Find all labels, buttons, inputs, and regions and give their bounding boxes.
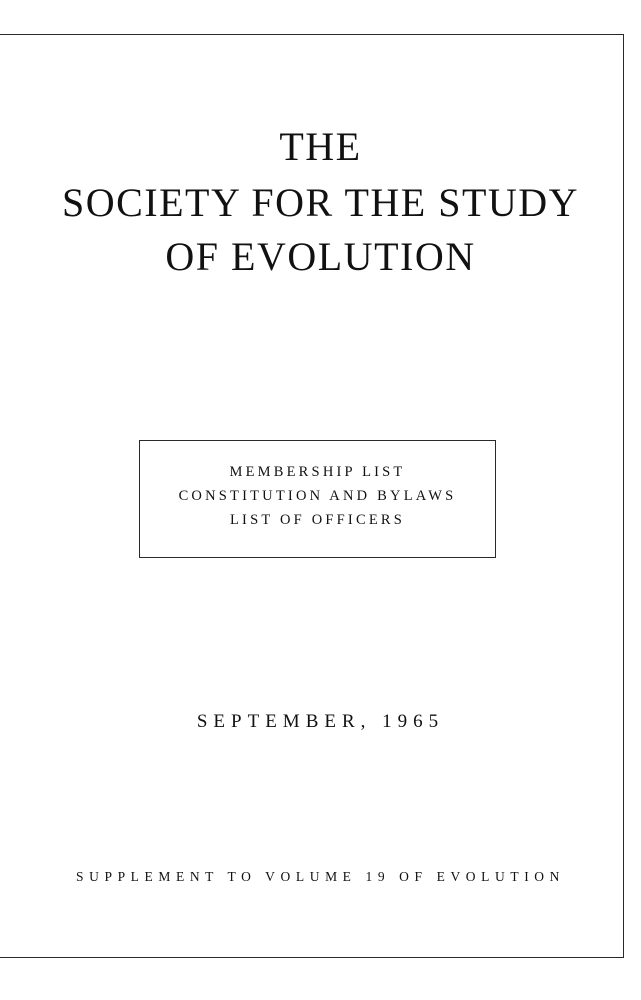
title-line-the: THE (279, 124, 362, 169)
title-line-society: SOCIETY FOR THE STUDY (61, 180, 580, 225)
contents-constitution-bylaws: CONSTITUTION AND BYLAWS (178, 488, 457, 504)
supplement-note: SUPPLEMENT TO VOLUME 19 OF EVOLUTION (76, 869, 565, 884)
publication-date: SEPTEMBER, 1965 (196, 711, 445, 732)
title-line-evolution: OF EVOLUTION (165, 234, 476, 279)
contents-box (139, 440, 496, 558)
contents-membership-list: MEMBERSHIP LIST (229, 464, 406, 480)
contents-list-of-officers: LIST OF OFFICERS (229, 512, 406, 528)
